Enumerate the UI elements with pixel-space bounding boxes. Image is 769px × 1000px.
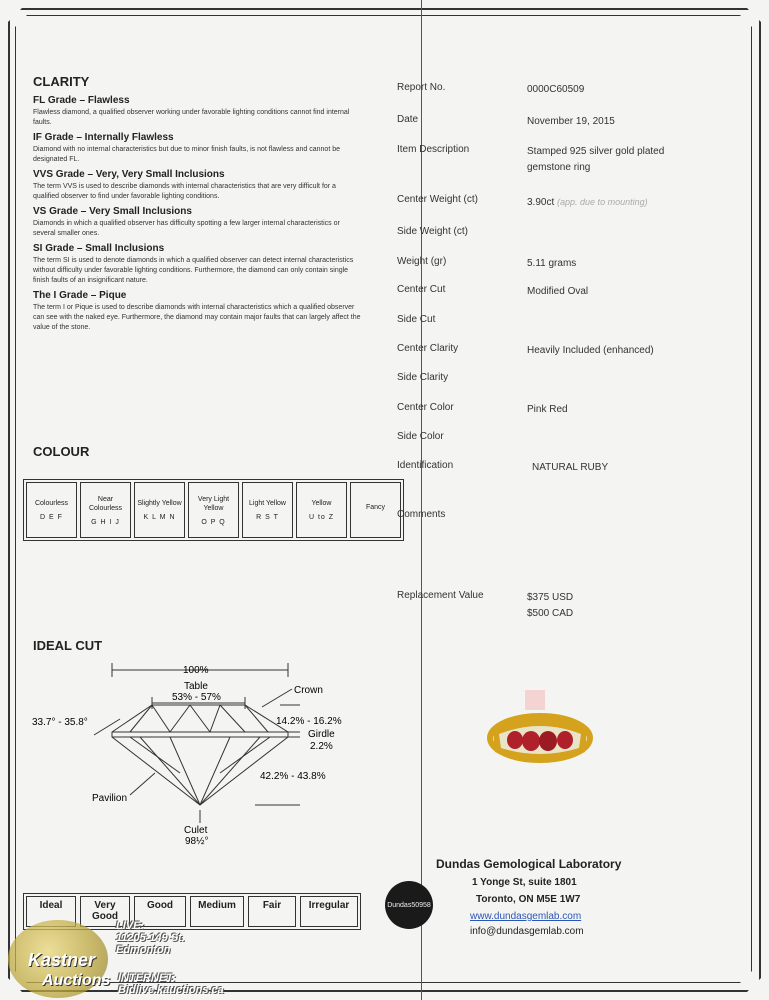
colour-scale-table xyxy=(23,479,404,541)
item-line-2: gemstone ring xyxy=(527,162,591,173)
field-label: Side Cut xyxy=(397,314,436,325)
field-label: Center Color xyxy=(397,402,454,413)
colour-label: Colourless xyxy=(34,500,69,507)
field-value: November 19, 2015 xyxy=(527,116,615,127)
auction-brand-1: Kastner xyxy=(28,950,96,970)
field-label: Center Weight (ct) xyxy=(397,194,478,205)
ring-photo xyxy=(485,690,595,780)
colour-label: Yellow xyxy=(311,500,332,507)
field-value: NATURAL RUBY xyxy=(532,462,609,473)
crown-angle-label: 33.7° - 35.8° xyxy=(32,717,88,728)
field-value: Modified Oval xyxy=(527,286,589,297)
table-range-label: 53% - 57% xyxy=(172,692,221,703)
seal-number: 50958 xyxy=(411,901,431,909)
grade-title: The I Grade – Pique xyxy=(33,290,127,301)
grade-desc: Flawless diamond, a qualified observer working under favorable lighting conditions cannot find internal faults. xyxy=(33,109,350,126)
center-weight-note: (app. due to mounting) xyxy=(557,197,648,207)
colour-label: Near Colourless xyxy=(88,495,123,512)
grade-desc: Diamond with no internal characteristics but due to minor finish faults, is not flawless and cannot be designated FL. xyxy=(33,146,340,163)
seal-text: Dundas xyxy=(387,901,412,909)
grade-if xyxy=(33,132,363,165)
clarity-title: CLARITY xyxy=(33,74,90,89)
cut-grade-box: Very Good xyxy=(80,896,130,927)
field-value: 5.11 grams xyxy=(527,258,577,269)
girdle-value-label: 2.2% xyxy=(310,741,333,752)
clarity-section xyxy=(33,74,363,335)
lab-website-link[interactable]: www.dundasgemlab.com xyxy=(470,911,582,922)
item-line-1: Stamped 925 silver gold plated xyxy=(527,146,665,157)
internet-info xyxy=(118,972,224,996)
colour-value: D E F xyxy=(40,514,63,521)
colour-box xyxy=(188,482,239,538)
pavilion-label: Pavilion xyxy=(92,793,128,804)
colour-box xyxy=(242,482,293,538)
table-label: Table xyxy=(184,681,208,692)
field-label: Replacement Value xyxy=(397,590,484,601)
cut-grade-box: Good xyxy=(134,896,186,927)
lab-email[interactable]: info@dundasgemlab.com xyxy=(470,926,584,937)
grade-title: VS Grade – Very Small Inclusions xyxy=(33,206,192,217)
cut-grade-box: Fair xyxy=(248,896,296,927)
grade-desc: The term VVS is used to describe diamonds with internal characteristics that are very difficult for a qualified observer to find under favorable lighting conditions. xyxy=(33,183,336,200)
lab-seal xyxy=(385,881,433,929)
field-value: Heavily Included (enhanced) xyxy=(527,345,654,356)
field-label: Item Description xyxy=(397,144,470,155)
field-label: Weight (gr) xyxy=(397,256,447,267)
colour-box xyxy=(296,482,347,538)
cut-grade-box: Ideal xyxy=(26,896,76,927)
ideal-cut-title: IDEAL CUT xyxy=(33,638,103,653)
grade-desc: Diamonds in which a qualified observer has difficulty spotting a few larger internal characteristics or several smaller ones. xyxy=(33,220,340,237)
lab-info xyxy=(436,857,621,937)
replacement-usd: $375 USD xyxy=(527,592,574,603)
grade-vs xyxy=(33,206,363,239)
cut-grade-box: Irregular xyxy=(300,896,358,927)
grade-fl xyxy=(33,95,363,128)
live-address-2: Edmonton xyxy=(116,944,171,956)
colour-box xyxy=(80,482,131,538)
grade-title: IF Grade – Internally Flawless xyxy=(33,132,174,143)
grade-title: VVS Grade – Very, Very Small Inclusions xyxy=(33,169,225,180)
grade-title: FL Grade – Flawless xyxy=(33,95,130,106)
live-label: LIVE: xyxy=(116,920,145,932)
auction-brand-2: Auctions xyxy=(42,972,111,989)
colour-value: G H I J xyxy=(91,518,120,526)
field-label: Report No. xyxy=(397,82,446,93)
grade-si xyxy=(33,243,363,286)
field-label: Side Color xyxy=(397,431,444,442)
grade-vvs xyxy=(33,169,363,202)
lab-address-2: Toronto, ON M5E 1W7 xyxy=(476,894,581,905)
colour-title: COLOUR xyxy=(33,444,90,459)
center-weight-value: 3.90ct xyxy=(527,197,555,208)
lab-name: Dundas Gemological Laboratory xyxy=(436,857,622,871)
colour-value: U to Z xyxy=(308,514,335,521)
field-label: Date xyxy=(397,114,419,125)
colour-label: Fancy xyxy=(365,503,386,511)
grade-i xyxy=(33,290,363,333)
field-label: Center Clarity xyxy=(397,343,459,354)
colour-value: R S T xyxy=(256,514,279,521)
grade-title: SI Grade – Small Inclusions xyxy=(33,243,165,254)
auction-watermark xyxy=(8,920,248,998)
crown-height-label: 14.2% - 16.2% xyxy=(276,716,342,727)
colour-label: Light Yellow xyxy=(249,500,286,507)
field-label: Identification xyxy=(397,460,454,471)
culet-label: Culet xyxy=(184,825,208,836)
field-label: Comments xyxy=(397,509,446,520)
live-info xyxy=(116,920,185,956)
grade-desc: The term SI is used to denote diamonds in which a qualified observer can detect internal characteristics without difficulty under favorable lighting conditions. Furthermore, the diamond can only contain single finish faults of an insignificant nature. xyxy=(33,257,354,284)
replacement-cad: $500 CAD xyxy=(527,608,574,619)
field-value: 0000C60509 xyxy=(527,84,585,95)
internet-url[interactable]: Bidlive.kauctions.ca xyxy=(118,984,224,996)
pavilion-depth-label: 42.2% - 43.8% xyxy=(260,771,326,782)
field-label: Side Clarity xyxy=(397,372,449,383)
field-value: Pink Red xyxy=(527,404,568,415)
field-value xyxy=(527,590,573,622)
internet-label: INTERNET: xyxy=(118,972,176,984)
width-label: 100% xyxy=(183,665,209,676)
colour-label: Slightly Yellow xyxy=(137,500,182,507)
cut-grade-box: Medium xyxy=(190,896,244,927)
diamond-cut-diagram xyxy=(30,655,350,850)
field-value xyxy=(527,144,664,176)
colour-label: Very Light Yellow xyxy=(197,495,230,512)
girdle-label: Girdle xyxy=(308,729,335,740)
diamond-outline xyxy=(112,705,288,805)
colour-box xyxy=(26,482,77,538)
crown-label: Crown xyxy=(294,685,323,696)
field-value xyxy=(527,194,648,211)
lab-address-1: 1 Yonge St, suite 1801 xyxy=(472,877,577,888)
grade-desc: The term I or Pique is used to describe diamonds with internal characteristics which a qualified observer can see with the naked eye. Furthermore, the diamond may contain major faults that can largely affect the value of the stone. xyxy=(33,304,361,331)
field-label: Center Cut xyxy=(397,284,446,295)
field-label: Side Weight (ct) xyxy=(397,226,468,237)
colour-box xyxy=(134,482,185,538)
colour-value: O P Q xyxy=(201,518,226,526)
culet-value-label: 98½° xyxy=(185,836,209,847)
live-address-1: 11205-149 St. xyxy=(116,932,185,944)
colour-box xyxy=(350,482,401,538)
colour-value: K L M N xyxy=(143,514,176,521)
